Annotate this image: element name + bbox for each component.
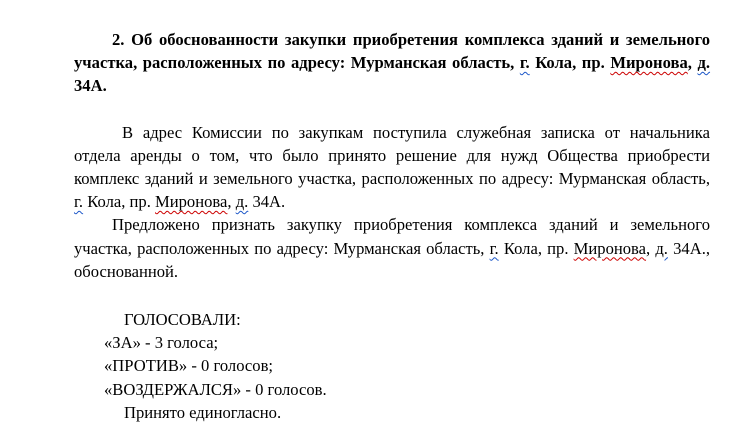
vote-abstain: «ВОЗДЕРЖАЛСЯ» - 0 голосов. [104,379,327,399]
proposal-text-1: Предложено признать закупку приобретения комплекса зданий и земельного участка, расположенных по адресу: Мурманская область, [74,215,710,258]
vote-against: «ПРОТИВ» - 0 голосов; [104,356,274,376]
voting-block [104,308,710,424]
proposal-abbr-g: г. [489,238,499,258]
voting-title: ГОЛОСОВАЛИ: [124,310,241,330]
vote-result: Принято единогласно. [124,402,282,422]
paragraph-memo [74,121,710,214]
section-heading [74,28,710,98]
memo-text-1: В адрес Комиссии по закупкам поступила служебная записка от начальника отдела аренды о том, что было принято решение для нужд Общества приобрести комплекс зданий и земельного участка, расположенных по адресу: Мурманская область, [74,122,710,189]
memo-text-3: 34А. [252,192,286,212]
heading-text-3: 34А. [74,76,107,96]
memo-abbr-g: г. [74,192,84,212]
document-page [74,28,710,424]
heading-abbr-d: д. [697,53,711,73]
memo-sep: , [227,192,232,212]
heading-text-1: 2. Об обоснованности закупки приобретения комплекса зданий и земельного участка, расположенных по адресу: Мурманская область, [74,30,710,73]
heading-abbr-g: г. [519,53,530,73]
proposal-text-3: 34А., обоснованной. [74,238,710,281]
paragraph-proposal [74,213,710,283]
memo-text-2: Кола, пр. [87,192,151,212]
memo-street: Миронова [155,192,228,212]
memo-abbr-d: д. [235,192,249,212]
proposal-sep: , [646,238,651,258]
proposal-text-2: Кола, пр. [503,238,569,258]
heading-street: Миронова [610,53,688,73]
heading-text-2: Кола, пр. [535,53,605,73]
proposal-street: Миронова [573,238,647,258]
vote-for: «ЗА» - 3 голоса; [104,333,219,353]
proposal-abbr-d: д. [655,238,668,258]
heading-sep: , [687,53,692,73]
